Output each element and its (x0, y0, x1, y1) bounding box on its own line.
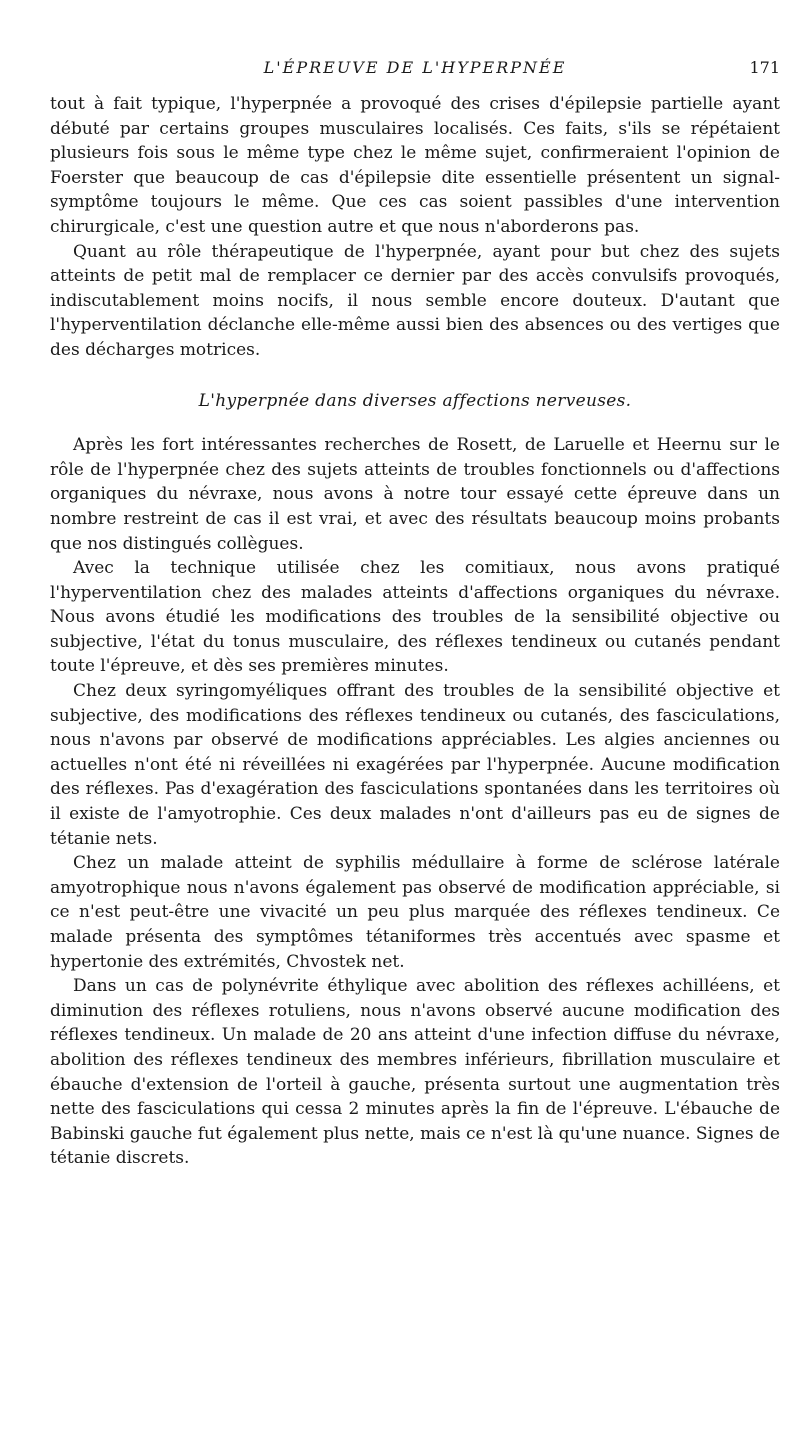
paragraph: tout à fait typique, l'hyperpnée a provoqué des crises d'épilepsie partielle ayant débuté par certains groupes musculaires localisés. Ces faits, s'ils se répétaient plusieurs fois sous le même type chez le même sujet, confirmeraient l'opinion de Foerster que beaucoup de cas d'épilepsie dite essentielle présentent un signal-symptôme toujours le même. Que ces cas soient passibles d'une intervention chirurgicale, c'est une question autre et que nous n'aborderons pas. (50, 94, 780, 237)
page-number: 171 (749, 58, 780, 77)
paragraph: Après les fort intéressantes recherches de Rosett, de Laruelle et Heernu sur le rôle de l'hyperpnée chez des sujets atteints de troubles fonctionnels ou d'affections organiques du névraxe, nous avons à notre tour essayé cette épreuve dans un nombre restreint de cas il est vrai, et avec des résultats beaucoup moins probants que nos distingués collègues. (50, 435, 780, 554)
running-header (50, 58, 780, 84)
body-text (50, 92, 780, 1171)
book-page (50, 58, 780, 1171)
paragraph: Quant au rôle thérapeutique de l'hyperpnée, ayant pour but chez des sujets atteints de petit mal de remplacer ce dernier par des accès convulsifs provoqués, indiscutablement moins nocifs, il nous semble encore douteux. D'autant que l'hyperventilation déclanche elle-même aussi bien des absences ou des vertiges que des décharges motrices. (50, 241, 780, 360)
paragraph: Chez un malade atteint de syphilis médullaire à forme de sclérose latérale amyotrophique nous n'avons également pas observé de modification appréciable, si ce n'est peut-être une vivacité un peu plus marquée des réflexes tendineux. Ce malade présenta des symptômes tétaniformes très accentués avec spasme et hypertonie des extrémités, Chvostek net. (50, 853, 780, 972)
paragraph: Avec la technique utilisée chez les comitiaux, nous avons pratiqué l'hyperventilation chez des malades atteints d'affections organiques du névraxe. Nous avons étudié les modifications des troubles de la sensibilité objective ou subjective, l'état du tonus musculaire, des réflexes tendineux ou cutanés pendant toute l'épreuve, et dès ses premières minutes. (50, 558, 780, 677)
section-title: L'hyperpnée dans diverses affections nerveuses. (198, 390, 632, 411)
paragraph: Chez deux syringomyéliques offrant des troubles de la sensibilité objective et subjective, des modifications des réflexes tendineux ou cutanés, des fasciculations, nous n'avons par observé de modifications appréciables. Les algies anciennes ou actuelles n'ont été ni réveillées ni exagérées par l'hyperpnée. Aucune modification des réflexes. Pas d'exagération des fasciculations spontanées dans les territoires où il existe de l'amyotrophie. Ces deux malades n'ont d'ailleurs pas eu de signes de tétanie nets. (50, 681, 780, 849)
running-title: L'ÉPREUVE DE L'HYPERPNÉE (263, 58, 567, 77)
paragraph: Dans un cas de polynévrite éthylique avec abolition des réflexes achilléens, et diminution des réflexes rotuliens, nous n'avons observé aucune modification des réflexes tendineux. Un malade de 20 ans atteint d'une infection diffuse du névraxe, abolition des réflexes tendineux des membres inférieurs, fibrillation musculaire et ébauche d'extension de l'orteil à gauche, présenta surtout une augmentation très nette des fasciculations qui cessa 2 minutes après la fin de l'épreuve. L'ébauche de Babinski gauche fut également plus nette, mais ce n'est là qu'une nuance. Signes de tétanie discrets. (50, 976, 780, 1169)
